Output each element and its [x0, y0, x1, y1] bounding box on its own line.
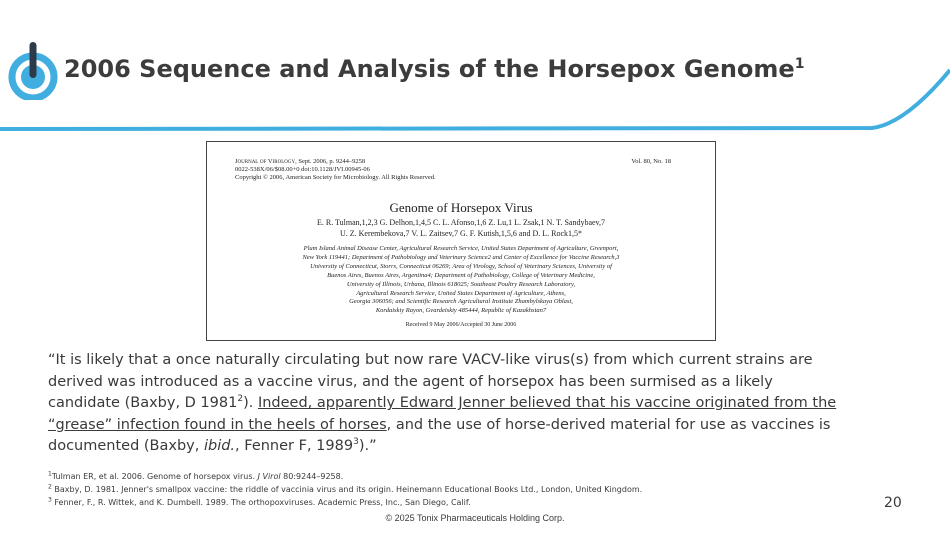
quote-ibid: ibid. [203, 438, 236, 455]
authors-line: U. Z. Kerembekova,7 V. L. Zaitsev,7 G. F. Kutish,1,5,6 and D. L. Rock1,5* [339, 229, 583, 238]
article-received-date: Received 9 May 2006/Accepted 30 June 2006 [405, 322, 517, 328]
title-footnote-ref: 1 [794, 56, 805, 72]
affiliation-line: University of Illinois, Urbana, Illinois 618025; Southeast Poultry Research Laboratory, [346, 280, 576, 288]
affiliation-line: Georgia 306056; and Scientific Research Agricultural Institute Zhambylskaya Oblast, [349, 298, 573, 306]
journal-name: Journal of Virology [235, 158, 296, 165]
affiliation-line: Plum Island Animal Disease Center, Agricultural Research Service, United States Department of Agriculture, Greenport, [303, 245, 619, 252]
slide-title: 2006 Sequence and Analysis of the Horsepox Genome$^1$ [64, 55, 805, 83]
reference-item: $^2$ Baxby, D. 1981. Jenner's smallpox vaccine: the riddle of vaccinia virus and its origin. Heinemann Educational Books Ltd., London, United Kingdom. [48, 483, 643, 494]
journal-citation: , Sept. 2006, p. 9244–9258 [295, 158, 366, 165]
affiliation-line: Buenos Aires, Buenos Aires, Argentina4; Department of Pathobiology, College of Veterinary Medicine, [327, 271, 595, 279]
affiliation-line: Agricultural Research Service, United States Department of Agriculture, Athens, [356, 289, 566, 297]
affiliation-line: University of Connecticut, Storrs, Connecticut 06269; Area of Virology, School of Veterinary Sciences, University of [310, 262, 612, 270]
article-authors [207, 217, 715, 239]
article-volume: Vol. 80, No. 18 [631, 158, 671, 165]
page-number: 20 [884, 495, 902, 511]
article-title: Genome of Horsepox Virus [389, 200, 533, 215]
quote-underlined-passage: Indeed, apparently Edward Jenner believed that his vaccine originated from the “grease” infection found in the heels of horses [48, 395, 837, 433]
footer-copyright: © 2025 Tonix Pharmaceuticals Holding Corp. [385, 513, 565, 523]
affiliation-line: New York 119441; Department of Pathobiology and Veterinary Science2 and Center of Excellence for Vaccine Research,3 [302, 253, 620, 261]
article-header-left [235, 158, 436, 182]
article-issn: 0022-538X/06/$08.00+0 doi:10.1128/JVI.00945-06 [235, 166, 370, 173]
affiliation-line: Kordaiskiy Rayon, Gvardeiskiy 485444, Republic of Kazakhstan7 [375, 307, 547, 315]
authors-line: E. R. Tulman,1,2,3 G. Delhon,1,4,5 C. L. Afonso,1,6 Z. Lu,1 L. Zsak,1 N. T. Sandybaev,7 [316, 218, 606, 227]
references-list [48, 470, 642, 509]
reference-item: $^1$Tulman ER, et al. 2006. Genome of horsepox virus. J Virol 80:9244–9258. [48, 470, 344, 481]
quote-footnote-ref: 3 [353, 437, 359, 448]
reference-item: $^3$ Fenner, F., R. Wittek, and K. Dumbell. 1989. The orthopoxviruses. Academic Press, Inc., San Diego, Calif. [48, 496, 471, 507]
quote-footnote-ref: 2 [237, 394, 244, 405]
quote-text: “It is likely that a once naturally circulating but now rare VACV-like virus(s) from which current strains are derived was introduced as a vaccine virus, and the agent of horsepox has been surmised as a likely candidate (Baxby, D 1981$^2$). Indeed, apparently Edward Jenner believed that his vaccine originated from the “grease” infection found in the heels of horses, and the use of horse-derived material for use as vaccines is documented (Baxby, ibid., Fenner F, 1989$^3$).” [48, 352, 837, 455]
journal-article-excerpt [206, 141, 716, 341]
title-underline-swoosh [0, 60, 950, 140]
article-copyright: Copyright © 2006, American Society for Microbiology. All Rights Reserved. [235, 174, 436, 181]
article-affiliations [247, 245, 675, 316]
